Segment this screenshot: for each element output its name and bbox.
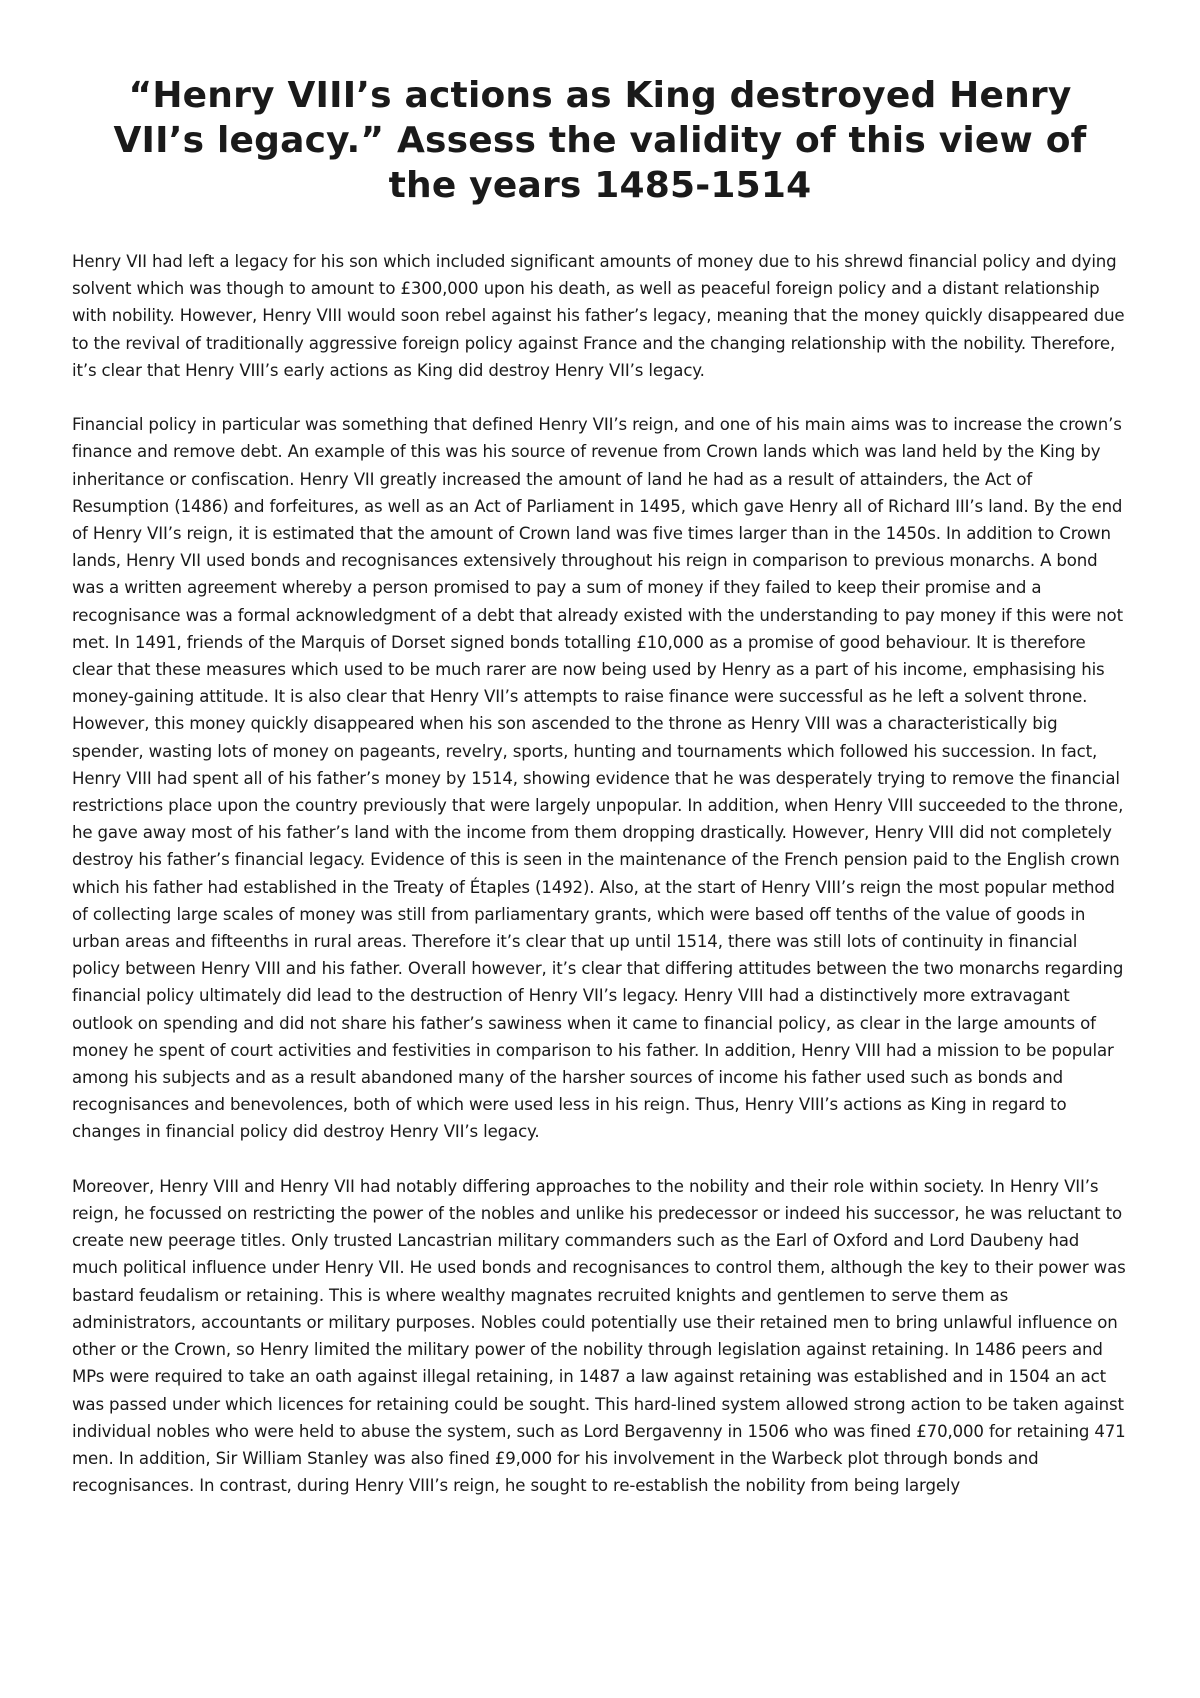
essay-title: “Henry VIII’s actions as King destroyed Henry VII’s legacy.” Assess the validity of this view of the years 1485-1514 [113, 75, 1087, 206]
paragraph-introduction: Henry VII had left a legacy for his son which included significant amounts of money due to his shrewd financial policy and dying solvent which was though to amount to £300,000 upon his death, as well as peaceful foreign policy and a distant relationship with nobility. However, Henry VIII would soon rebel against his father’s legacy, meaning that the money quickly disappeared due to the revival of traditionally aggressive foreign policy against France and the changing relationship with the nobility. Therefore, it’s clear that Henry VIII’s early actions as King did destroy Henry VII’s legacy. [72, 252, 1125, 380]
paragraph-financial-policy: Financial policy in particular was something that defined Henry VII’s reign, and one of his main aims was to increase the crown’s finance and remove debt. An example of this was his source of revenue from Crown lands which was land held by the King by inheritance or confiscation. Henry VII greatly increased the amount of land he had as a result of attainders, the Act of Resumption (1486) and forfeitures, as well as an Act of Parliament in 1495, which gave Henry all of Richard III’s land. By the end of Henry VII’s reign, it is estimated that the amount of Crown land was five times larger than in the 1450s. In addition to Crown lands, Henry VII used bonds and recognisances extensively throughout his reign in comparison to previous monarchs. A bond was a written agreement whereby a person promised to pay a sum of money if they failed to keep their promise and a recognisance was a formal acknowledgment of a debt that already existed with the understanding to pay money if this were not met. In 1491, friends of the Marquis of Dorset signed bonds totalling £10,000 as a promise of good behaviour. It is therefore clear that these measures which used to be much rarer are now being used by Henry as a part of his income, emphasising his money-gaining attitude. It is also clear that Henry VII’s attempts to raise finance were successful as he left a solvent throne. However, this money quickly disappeared when his son ascended to the throne as Henry VIII was a characteristically big spender, wasting lots of money on pageants, revelry, sports, hunting and tournaments which followed his succession. In fact, Henry VIII had spent all of his father’s money by 1514, showing evidence that he was desperately trying to remove the financial restrictions place upon the country previously that were largely unpopular. In addition, when Henry VIII succeeded to the throne, he gave away most of his father’s land with the income from them dropping drastically. However, Henry VIII did not completely destroy his father’s financial legacy. Evidence of this is seen in the maintenance of the French pension paid to the English crown which his father had established in the Treaty of Étaples (1492). Also, at the start of Henry VIII’s reign the most popular method of collecting large scales of money was still from parliamentary grants, which were based off tenths of the value of goods in urban areas and fifteenths in rural areas. Therefore it’s clear that up until 1514, there was still lots of continuity in financial policy between Henry VIII and his father. Overall however, it’s clear that differing attitudes between the two monarchs regarding financial policy ultimately did lead to the destruction of Henry VII’s legacy. Henry VIII had a distinctively more extravagant outlook on spending and did not share his father’s sawiness when it came to financial policy, as clear in the large amounts of money he spent of court activities and festivities in comparison to his father. In addition, Henry VIII had a mission to be popular among his subjects and as a result abandoned many of the harsher sources of income his father used such as bonds and recognisances and benevolences, both of which were used less in his reign. Thus, Henry VIII’s actions as King in regard to changes in financial policy did destroy Henry VII’s legacy. [72, 415, 1124, 1142]
paragraph-nobility: Moreover, Henry VIII and Henry VII had notably differing approaches to the nobility and their role within society. In Henry VII’s reign, he focussed on restricting the power of the nobles and unlike his predecessor or indeed his successor, he was reluctant to create new peerage titles. Only trusted Lancastrian military commanders such as the Earl of Oxford and Lord Daubeny had much political influence under Henry VII. He used bonds and recognisances to control them, although the key to their power was bastard feudalism or retaining. This is where wealthy magnates recruited knights and gentlemen to serve them as administrators, accountants or military purposes. Nobles could potentially use their retained men to bring unlawful influence on other or the Crown, so Henry limited the military power of the nobility through legislation against retaining. In 1486 peers and MPs were required to take an oath against illegal retaining, in 1487 a law against retaining was established and in 1504 an act was passed under which licences for retaining could be sought. This hard-lined system allowed strong action to be taken against individual nobles who were held to abuse the system, such as Lord Bergavenny in 1506 who was fined £70,000 for retaining 471 men. In addition, Sir William Stanley was also fined £9,000 for his involvement in the Warbeck plot through bonds and recognisances. In contrast, during Henry VIII’s reign, he sought to re-establish the nobility from being largely [72, 1176, 1126, 1496]
essay-body [72, 248, 1128, 1499]
